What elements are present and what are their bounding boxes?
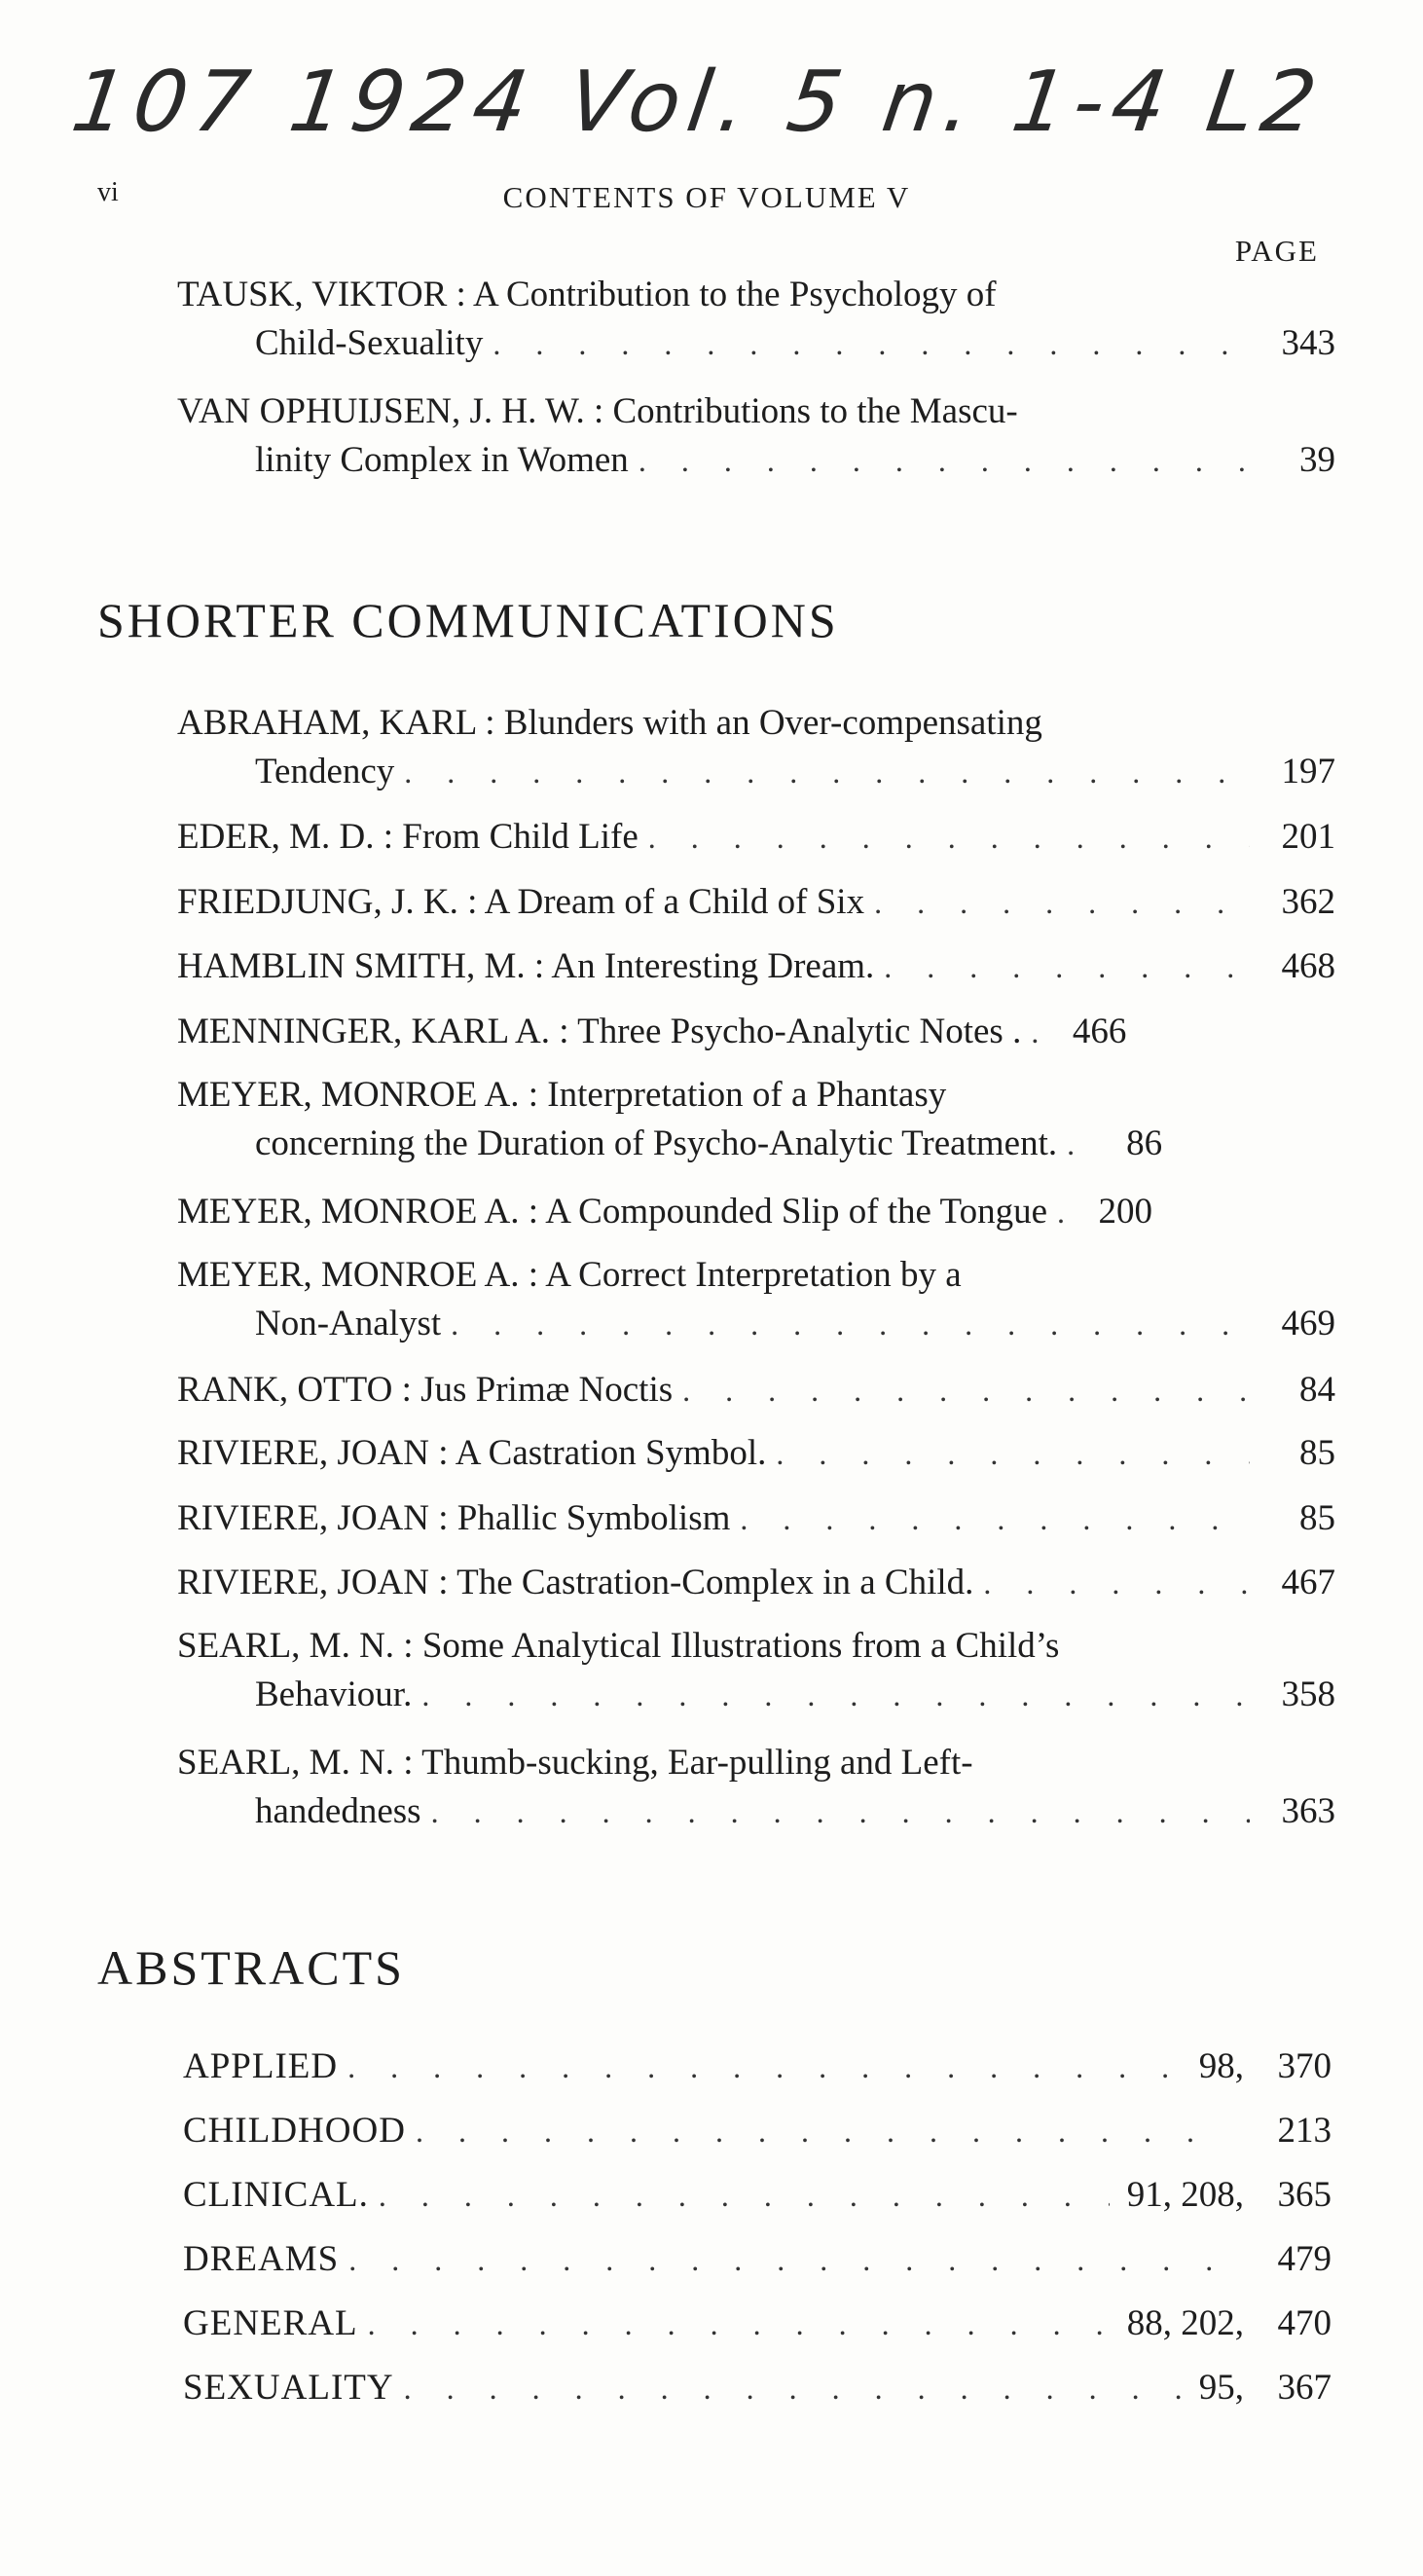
leader-dots — [740, 1494, 1250, 1543]
entry-line — [177, 1429, 1335, 1478]
entry-text: Tendency — [255, 752, 395, 791]
toc-entry — [177, 878, 1335, 927]
page-number: 39 — [1299, 440, 1335, 480]
entry-line — [177, 1494, 1335, 1543]
handwritten-annotation: 107 1924 Vol. 5 n. 1-4 L2 — [65, 54, 1331, 151]
abstract-label: GENERAL — [183, 2303, 358, 2343]
entry-continuation — [177, 436, 1335, 485]
entry-line — [177, 942, 1335, 991]
entry-line: ABRAHAM, KARL : Blunders with an Over-compensating — [177, 703, 1042, 743]
toc-entry — [177, 1429, 1335, 1478]
page-number: 365 — [1277, 2175, 1332, 2215]
folio-number: vi — [97, 177, 119, 207]
entry-text: RANK, OTTO : Jus Primæ Noctis — [177, 1370, 674, 1410]
abstract-label: CLINICAL. — [183, 2175, 369, 2215]
toc-entry — [177, 1559, 1335, 1607]
page-number: 370 — [1277, 2046, 1332, 2086]
page-number: 200 — [1098, 1192, 1152, 1232]
page-number: 367 — [1277, 2368, 1332, 2408]
leader-dots — [874, 878, 1250, 927]
entry-text: MEYER, MONROE A. : A Compounded Slip of the Tongue — [177, 1192, 1047, 1232]
toc-entry — [177, 1008, 1335, 1056]
page-number: 343 — [1281, 323, 1335, 363]
abstract-entry — [183, 2300, 1332, 2348]
earlier-pages: 88, 202, — [1126, 2303, 1244, 2343]
entry-line: SEARL, M. N. : Thumb-sucking, Ear-pulling and Left- — [177, 1743, 973, 1783]
entry-continuation — [177, 1120, 1335, 1168]
entry-continuation — [177, 1671, 1335, 1719]
entry-text: RIVIERE, JOAN : Phallic Symbolism — [177, 1498, 731, 1538]
entry-line — [177, 1366, 1335, 1415]
toc-entry — [177, 1494, 1335, 1543]
entry-line: MEYER, MONROE A. : Interpretation of a Phantasy — [177, 1075, 947, 1115]
entry-text: Child-Sexuality — [255, 323, 484, 363]
page-number: 201 — [1281, 817, 1335, 857]
page-number: 197 — [1281, 752, 1335, 791]
entry-line: VAN OPHUIJSEN, J. H. W. : Contributions to the Mascu- — [177, 391, 1018, 431]
entry-line — [177, 1559, 1335, 1607]
page-number: 470 — [1277, 2303, 1332, 2343]
toc-entry — [177, 271, 1335, 368]
running-head — [0, 180, 1423, 215]
entry-text: Non-Analyst — [255, 1304, 442, 1343]
page-number: 363 — [1281, 1791, 1335, 1831]
leader-dots — [404, 2364, 1182, 2412]
leader-dots — [776, 1429, 1250, 1478]
entry-text: concerning the Duration of Psycho-Analytic Treatment. — [255, 1123, 1058, 1163]
toc-entry — [177, 1188, 1335, 1236]
page-number: 467 — [1281, 1563, 1335, 1602]
entry-text: MENNINGER, KARL A. : Three Psycho-Analytic Notes . — [177, 1012, 1022, 1051]
entry-text: HAMBLIN SMITH, M. : An Interesting Dream. — [177, 946, 875, 986]
leader-dots — [421, 1671, 1250, 1719]
entry-line: TAUSK, VIKTOR : A Contribution to the Psychology of — [177, 275, 997, 314]
leader-dots — [493, 319, 1250, 368]
page-number: 213 — [1277, 2111, 1332, 2151]
abstract-label: DREAMS — [183, 2239, 340, 2279]
section-title-abstracts: ABSTRACTS — [97, 1940, 405, 1995]
page-number: 466 — [1072, 1012, 1127, 1051]
entry-text: Behaviour. — [255, 1674, 413, 1714]
leader-dots — [431, 1787, 1250, 1836]
page-number: 84 — [1299, 1370, 1335, 1410]
leader-dots — [416, 2107, 1226, 2155]
entry-continuation — [177, 1787, 1335, 1836]
leader-dots — [983, 1559, 1250, 1607]
entry-text: FRIEDJUNG, J. K. : A Dream of a Child of Six — [177, 882, 865, 922]
entry-continuation — [177, 1300, 1335, 1348]
page-number: 479 — [1277, 2239, 1332, 2279]
entry-text: handedness — [255, 1791, 421, 1831]
entry-line — [177, 878, 1335, 927]
leader-dots — [347, 2042, 1182, 2091]
leader-dots — [682, 1366, 1250, 1415]
abstract-label: APPLIED — [183, 2046, 339, 2086]
leader-dots — [348, 2235, 1226, 2284]
earlier-pages: 95, — [1198, 2368, 1244, 2408]
running-head-text: CONTENTS OF VOLUME V — [502, 180, 911, 214]
toc-entry — [177, 1622, 1335, 1719]
abstract-entry — [183, 2107, 1332, 2155]
entry-continuation — [177, 319, 1335, 368]
entry-line: SEARL, M. N. : Some Analytical Illustrations from a Child’s — [177, 1626, 1060, 1666]
entry-line — [177, 813, 1335, 862]
abstract-label: SEXUALITY — [183, 2368, 394, 2408]
toc-entry — [177, 1251, 1335, 1348]
leader-dots — [884, 942, 1250, 991]
leader-dots — [1031, 1008, 1040, 1056]
abstract-label: CHILDHOOD — [183, 2111, 406, 2151]
earlier-pages: 98, — [1198, 2046, 1244, 2086]
abstract-entry — [183, 2364, 1332, 2412]
abstract-entry — [183, 2235, 1332, 2284]
page-number: 85 — [1299, 1498, 1335, 1538]
page-column-heading: PAGE — [1234, 234, 1319, 268]
entry-line: MEYER, MONROE A. : A Correct Interpretation by a — [177, 1255, 962, 1295]
leader-dots — [379, 2171, 1110, 2220]
leader-dots — [648, 813, 1250, 862]
leader-dots — [368, 2300, 1110, 2348]
abstract-entry — [183, 2042, 1332, 2091]
entry-text: EDER, M. D. : From Child Life — [177, 817, 639, 857]
leader-dots — [1067, 1120, 1076, 1168]
toc-entry — [177, 1071, 1335, 1168]
section-title-shorter-communications: SHORTER COMMUNICATIONS — [97, 593, 839, 647]
entry-text: linity Complex in Women — [255, 440, 629, 480]
page-number: 85 — [1299, 1433, 1335, 1473]
toc-entry — [177, 813, 1335, 862]
entry-continuation — [177, 748, 1335, 796]
page-number: 469 — [1281, 1304, 1335, 1343]
page-number: 358 — [1281, 1674, 1335, 1714]
leader-dots — [404, 748, 1250, 796]
page-number: 86 — [1126, 1123, 1163, 1163]
toc-entry — [177, 1366, 1335, 1415]
leader-dots — [639, 436, 1250, 485]
earlier-pages: 91, 208, — [1126, 2175, 1244, 2215]
page-number: 362 — [1281, 882, 1335, 922]
leader-dots — [451, 1300, 1250, 1348]
toc-entry — [177, 942, 1335, 991]
leader-dots — [1057, 1188, 1067, 1236]
entry-text: RIVIERE, JOAN : A Castration Symbol. — [177, 1433, 767, 1473]
abstract-entry — [183, 2171, 1332, 2220]
toc-entry — [177, 699, 1335, 796]
entry-line — [177, 1188, 1335, 1236]
entry-line — [177, 1008, 1335, 1056]
entry-text: RIVIERE, JOAN : The Castration-Complex in a Child. — [177, 1563, 974, 1602]
toc-entry — [177, 387, 1335, 485]
toc-entry — [177, 1739, 1335, 1836]
page-number: 468 — [1281, 946, 1335, 986]
